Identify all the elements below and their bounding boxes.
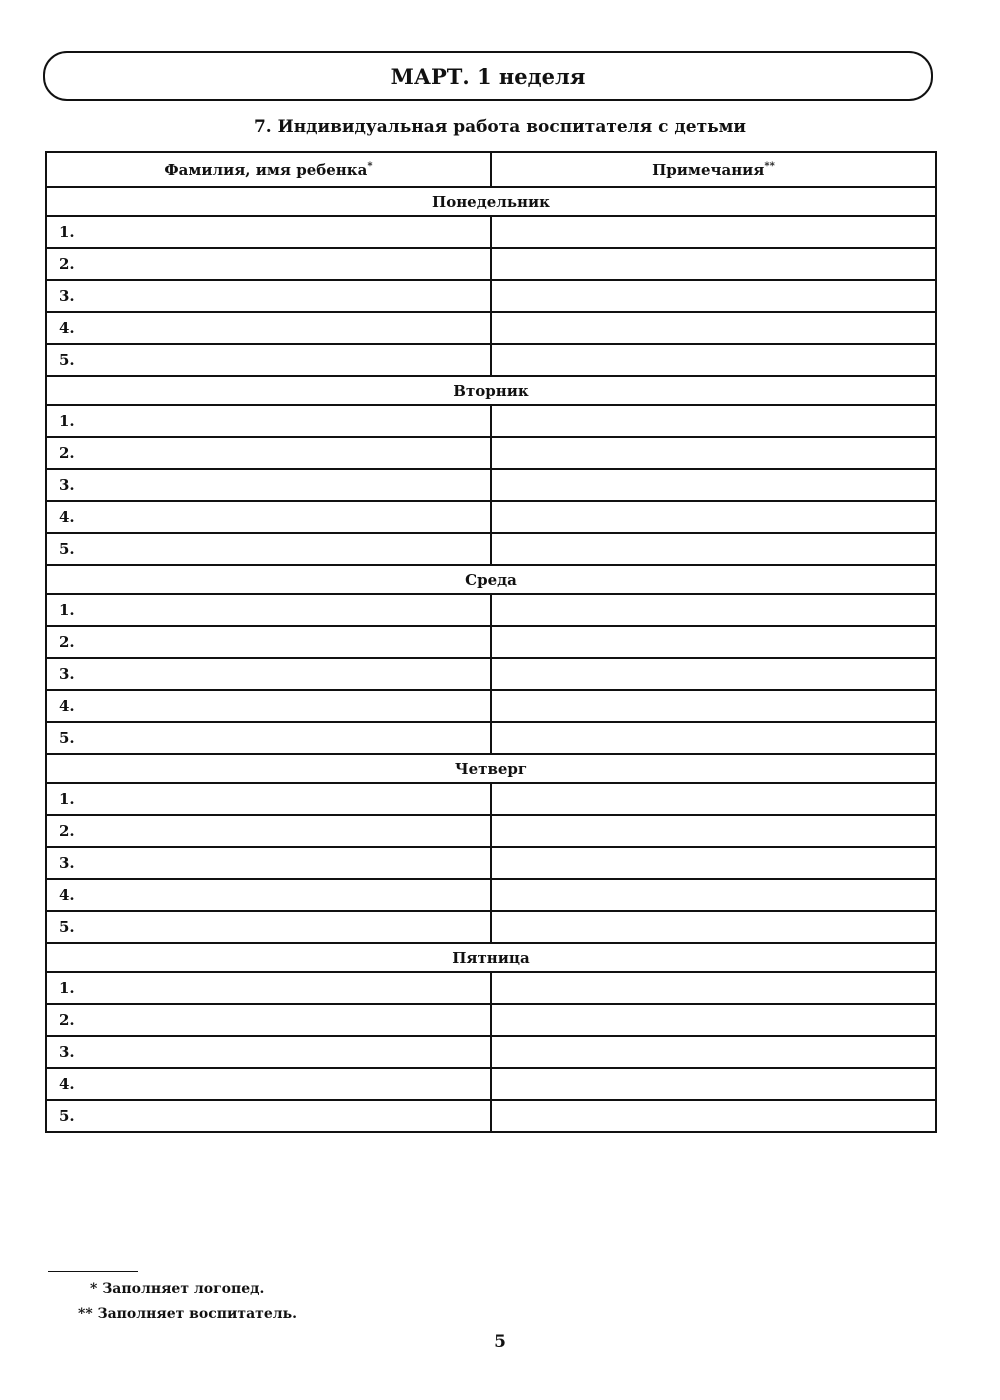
footnote-speech-therapist: * Заполняет логопед.: [90, 1281, 265, 1297]
child-name-cell[interactable]: 4.: [46, 690, 491, 722]
table-row: [46, 594, 936, 626]
child-name-cell[interactable]: 4.: [46, 501, 491, 533]
child-name-cell[interactable]: 3.: [46, 658, 491, 690]
table-row: [46, 783, 936, 815]
notes-cell[interactable]: [491, 533, 936, 565]
notes-cell[interactable]: [491, 469, 936, 501]
table-row: [46, 1100, 936, 1132]
day-heading: Вторник: [46, 376, 936, 405]
notes-cell[interactable]: [491, 437, 936, 469]
table-row: [46, 847, 936, 879]
child-name-cell[interactable]: 1.: [46, 405, 491, 437]
child-name-cell[interactable]: 4.: [46, 1068, 491, 1100]
child-name-cell[interactable]: 2.: [46, 815, 491, 847]
day-heading: Четверг: [46, 754, 936, 783]
day-row: [46, 943, 936, 972]
column-header-child-name: Фамилия, имя ребенка*: [46, 152, 491, 187]
table-row: [46, 469, 936, 501]
notes-cell[interactable]: [491, 690, 936, 722]
child-name-cell[interactable]: 4.: [46, 879, 491, 911]
notes-cell[interactable]: [491, 972, 936, 1004]
day-heading: Среда: [46, 565, 936, 594]
column-header-notes: Примечания**: [491, 152, 936, 187]
footnote-teacher: ** Заполняет воспитатель.: [78, 1306, 297, 1322]
notes-cell[interactable]: [491, 248, 936, 280]
table-row: [46, 1036, 936, 1068]
notes-cell[interactable]: [491, 783, 936, 815]
child-name-cell[interactable]: 3.: [46, 280, 491, 312]
table-row: [46, 972, 936, 1004]
child-name-cell[interactable]: 3.: [46, 1036, 491, 1068]
table-row: [46, 722, 936, 754]
week-title-banner: [43, 51, 933, 101]
table-row: [46, 437, 936, 469]
notes-cell[interactable]: [491, 501, 936, 533]
day-row: [46, 187, 936, 216]
individual-work-table: [45, 151, 937, 1133]
table-row: [46, 815, 936, 847]
child-name-cell[interactable]: 3.: [46, 847, 491, 879]
notes-cell[interactable]: [491, 594, 936, 626]
notes-cell[interactable]: [491, 626, 936, 658]
child-name-cell[interactable]: 4.: [46, 312, 491, 344]
table-row: [46, 405, 936, 437]
notes-cell[interactable]: [491, 1100, 936, 1132]
notes-cell[interactable]: [491, 658, 936, 690]
page-number: 5: [494, 1332, 506, 1352]
child-name-cell[interactable]: 1.: [46, 594, 491, 626]
day-row: [46, 754, 936, 783]
section-title: 7. Индивидуальная работа воспитателя с детьми: [253, 117, 747, 137]
table-header-row: [46, 152, 936, 187]
notes-cell[interactable]: [491, 1036, 936, 1068]
day-row: [46, 376, 936, 405]
table-row: [46, 879, 936, 911]
child-name-cell[interactable]: 2.: [46, 626, 491, 658]
child-name-cell[interactable]: 5.: [46, 344, 491, 376]
table-row: [46, 312, 936, 344]
child-name-cell[interactable]: 5.: [46, 1100, 491, 1132]
child-name-cell[interactable]: 2.: [46, 248, 491, 280]
notes-cell[interactable]: [491, 1068, 936, 1100]
child-name-cell[interactable]: 1.: [46, 972, 491, 1004]
notes-cell[interactable]: [491, 216, 936, 248]
week-title: МАРТ. 1 неделя: [390, 63, 586, 89]
notes-cell[interactable]: [491, 911, 936, 943]
table-row: [46, 1004, 936, 1036]
day-row: [46, 565, 936, 594]
table-row: [46, 690, 936, 722]
child-name-cell[interactable]: 5.: [46, 722, 491, 754]
child-name-cell[interactable]: 5.: [46, 533, 491, 565]
footnote-divider: [48, 1271, 138, 1272]
child-name-cell[interactable]: 1.: [46, 216, 491, 248]
table-row: [46, 911, 936, 943]
child-name-cell[interactable]: 2.: [46, 1004, 491, 1036]
notes-cell[interactable]: [491, 879, 936, 911]
table-row: [46, 344, 936, 376]
notes-cell[interactable]: [491, 847, 936, 879]
day-heading: Понедельник: [46, 187, 936, 216]
table-row: [46, 626, 936, 658]
notes-cell[interactable]: [491, 1004, 936, 1036]
day-heading: Пятница: [46, 943, 936, 972]
table-row: [46, 280, 936, 312]
child-name-cell[interactable]: 3.: [46, 469, 491, 501]
table-row: [46, 533, 936, 565]
notes-cell[interactable]: [491, 344, 936, 376]
table-row: [46, 1068, 936, 1100]
child-name-cell[interactable]: 1.: [46, 783, 491, 815]
child-name-cell[interactable]: 2.: [46, 437, 491, 469]
table-row: [46, 248, 936, 280]
notes-cell[interactable]: [491, 815, 936, 847]
table-body: [46, 152, 936, 1132]
table-row: [46, 216, 936, 248]
notes-cell[interactable]: [491, 722, 936, 754]
notes-cell[interactable]: [491, 312, 936, 344]
table-row: [46, 501, 936, 533]
child-name-cell[interactable]: 5.: [46, 911, 491, 943]
table-row: [46, 658, 936, 690]
notes-cell[interactable]: [491, 405, 936, 437]
notes-cell[interactable]: [491, 280, 936, 312]
